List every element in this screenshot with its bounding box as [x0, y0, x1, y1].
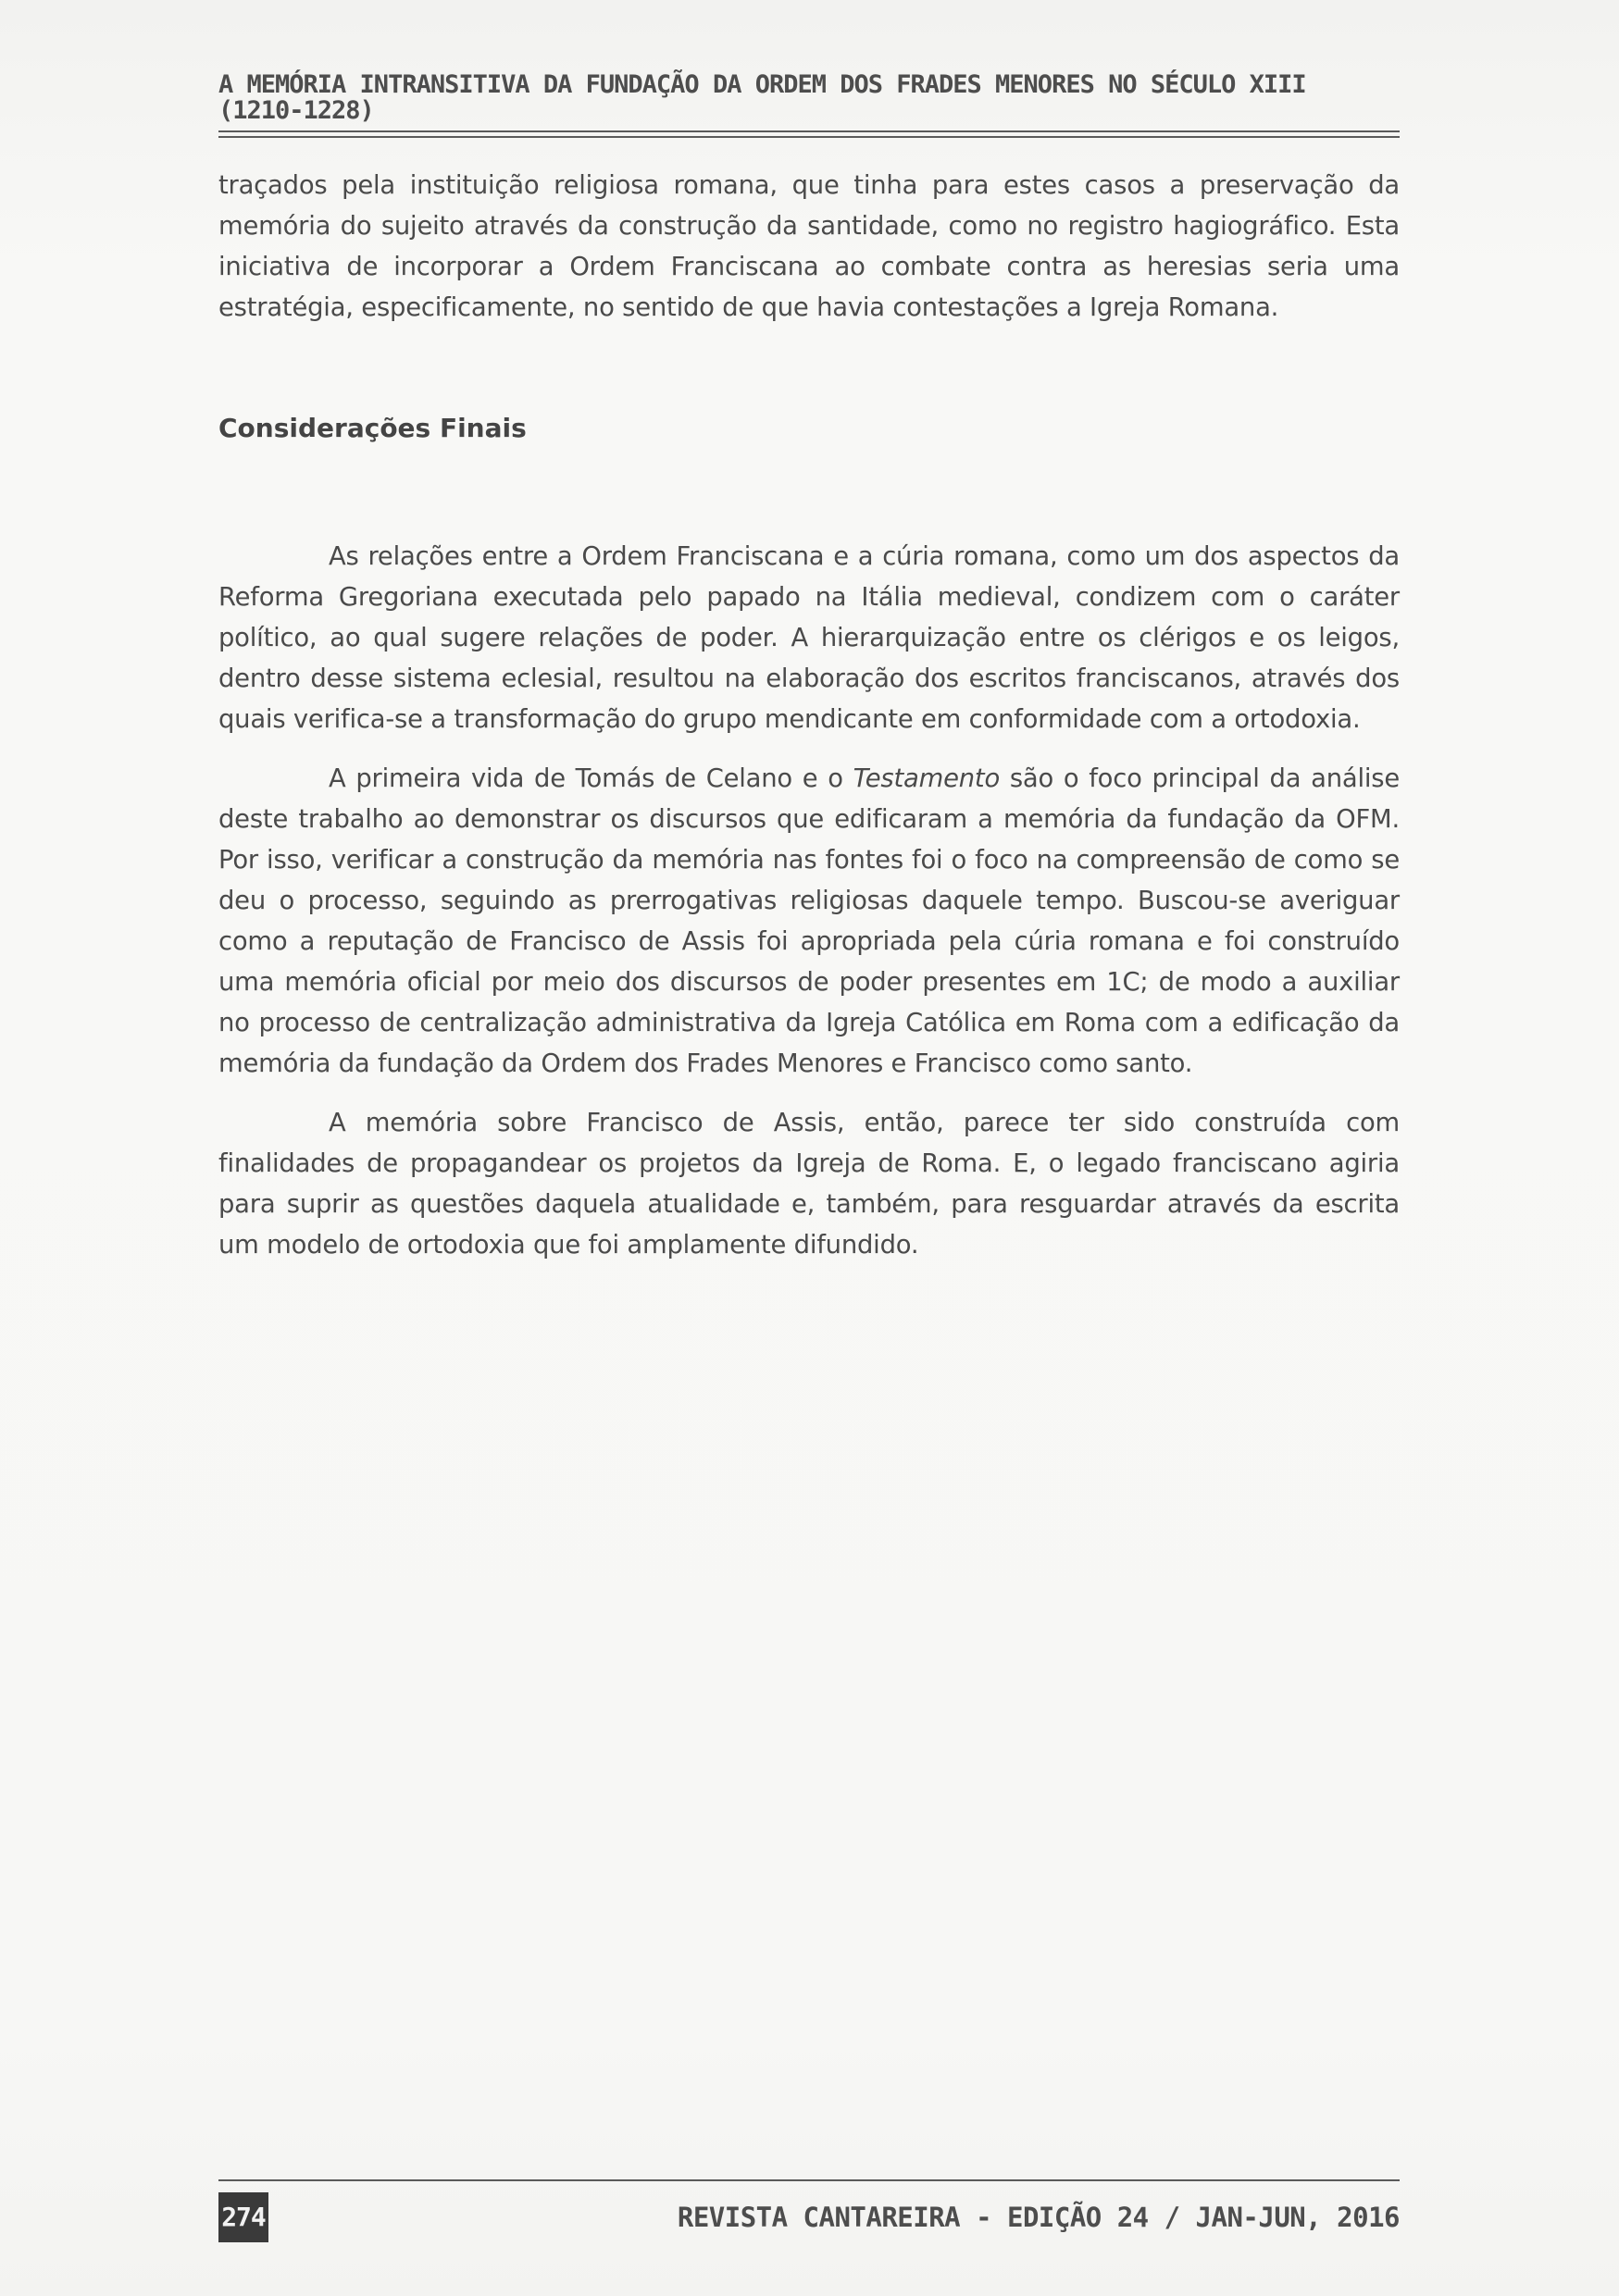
paragraph-final-2-rest: são o foco principal da análise deste trabalho ao demonstrar os discursos que edificaram a memória da fundação da OFM. Por isso, verificar a construção da memória nas fontes foi o foco na compreensão de como se deu o processo, seguindo as prerrogativas religiosas daquele tempo. Buscou-se averiguar como a reputação de Francisco de Assis foi apropriada pela cúria romana e foi construído uma memória oficial por meio dos discursos de poder presentes em 1C; de modo a auxiliar no processo de centralização administrativa da Igreja Católica em Roma com a edificação da memória da fundação da Ordem dos Frades Menores e Francisco como santo.: [218, 764, 1400, 1078]
running-header: [218, 72, 1400, 124]
paragraph-final-2-start: A primeira vida de Tomás de Celano e o: [329, 764, 853, 793]
paragraph-continuation: traçados pela instituição religiosa romana, que tinha para estes casos a preservação da memória do sujeito através da construção da santidade, como no registro hagiográfico. Esta iniciativa de incorporar a Ordem Franciscana ao combate contra as heresias seria uma estratégia, especificamente, no sentido de que havia contestações a Igreja Romana.: [218, 171, 1400, 322]
journal-info: REVISTA CANTAREIRA - EDIÇÃO 24 / JAN-JUN, 2016: [677, 2202, 1400, 2233]
final-considerations-section: [218, 537, 1400, 1285]
continuation-text: [218, 166, 1400, 329]
paragraph-final-2: [218, 759, 1400, 1085]
page-number: 274: [218, 2192, 268, 2242]
paragraph-final-3: A memória sobre Francisco de Assis, então, parece ter sido construída com finalidades de propagandear os projetos da Igreja de Roma. E, o legado franciscano agiria para suprir as questões daquela atualidade e, também, para resguardar através da escrita um modelo de ortodoxia que foi amplamente difundido.: [218, 1109, 1400, 1260]
paragraph-final-1: As relações entre a Ordem Franciscana e a cúria romana, como um dos aspectos da Reforma Gregoriana executada pelo papado na Itália medieval, condizem com o caráter político, ao qual sugere relações de poder. A hierarquização entre os clérigos e os leigos, dentro desse sistema eclesial, resultou na elaboração dos escritos franciscanos, através dos quais verifica-se a transformação do grupo mendicante em conformidade com a ortodoxia.: [218, 542, 1400, 734]
header-double-rule: [218, 130, 1400, 138]
running-header-title: A MEMÓRIA INTRANSITIVA DA FUNDAÇÃO DA ORDEM DOS FRADES MENORES NO SÉCULO XIII: [218, 70, 1306, 99]
section-heading: Considerações Finais: [218, 413, 527, 443]
running-header-dates: (1210-1228): [218, 96, 374, 125]
footer-rule: [218, 2179, 1400, 2181]
testamento-italic: Testamento: [853, 764, 1001, 793]
